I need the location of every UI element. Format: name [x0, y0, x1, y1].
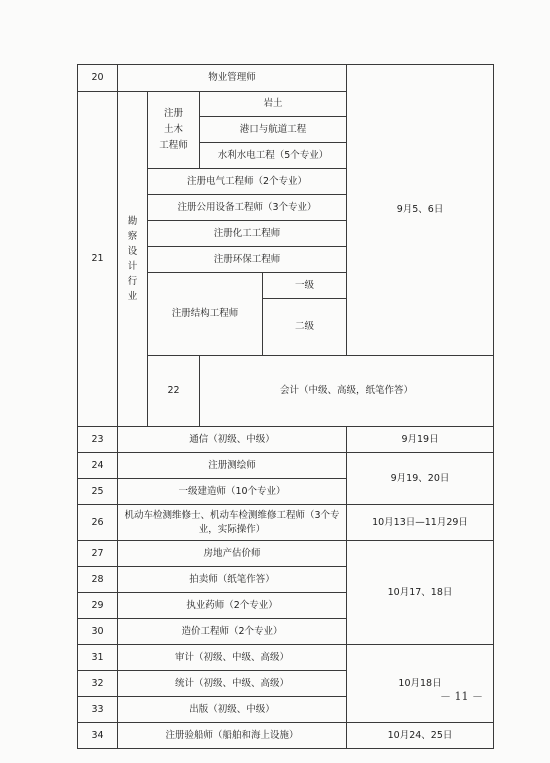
row-number: 20 — [78, 65, 118, 92]
row-number: 25 — [78, 479, 118, 505]
exam-name: 注册结构工程师 — [148, 273, 263, 356]
exam-level: 二级 — [263, 299, 347, 356]
exam-subitem: 水利水电工程（5个专业） — [200, 143, 347, 169]
exam-name: 注册公用设备工程师（3个专业） — [148, 195, 347, 221]
exam-subitem: 港口与航道工程 — [200, 117, 347, 143]
row-number: 34 — [78, 723, 118, 749]
exam-name: 执业药师（2个专业） — [118, 593, 347, 619]
row-number: 32 — [78, 671, 118, 697]
exam-date: 10月13日—11月29日 — [347, 505, 494, 541]
exam-subitem: 岩土 — [200, 92, 347, 117]
row-number: 30 — [78, 619, 118, 645]
exam-name: 注册测绘师 — [118, 453, 347, 479]
exam-level: 一级 — [263, 273, 347, 299]
exam-name: 机动车检测维修士、机动车检测维修工程师（3个专业，实际操作） — [118, 505, 347, 541]
category-label: 勘 察 设 计 行 业 — [118, 92, 148, 427]
exam-date: 10月24、25日 — [347, 723, 494, 749]
row-number: 31 — [78, 645, 118, 671]
exam-name: 注册化工工程师 — [148, 221, 347, 247]
table-row — [78, 65, 494, 92]
exam-name: 一级建造师（10个专业） — [118, 479, 347, 505]
row-number: 22 — [148, 356, 200, 427]
exam-date: 9月5、6日 — [347, 65, 494, 356]
table-row — [78, 541, 494, 567]
exam-schedule-table — [77, 64, 494, 749]
exam-name: 统计（初级、中级、高级） — [118, 671, 347, 697]
exam-name: 审计（初级、中级、高级） — [118, 645, 347, 671]
exam-date: 9月19日 — [347, 427, 494, 453]
table-row — [78, 427, 494, 453]
exam-name: 注册验船师（船舶和海上设施） — [118, 723, 347, 749]
table-row — [78, 645, 494, 671]
exam-date: 9月19、20日 — [347, 453, 494, 505]
exam-name: 造价工程师（2个专业） — [118, 619, 347, 645]
row-number: 33 — [78, 697, 118, 723]
exam-name: 拍卖师（纸笔作答） — [118, 567, 347, 593]
exam-name: 出版（初级、中级） — [118, 697, 347, 723]
row-number: 29 — [78, 593, 118, 619]
exam-name: 会计（中级、高级，纸笔作答） — [200, 356, 494, 427]
row-number: 24 — [78, 453, 118, 479]
exam-name: 注册环保工程师 — [148, 247, 347, 273]
row-number: 26 — [78, 505, 118, 541]
exam-name: 通信（初级、中级） — [118, 427, 347, 453]
row-number: 21 — [78, 92, 118, 427]
row-number: 27 — [78, 541, 118, 567]
row-number: 23 — [78, 427, 118, 453]
exam-name: 注册电气工程师（2个专业） — [148, 169, 347, 195]
civil-engineer-group: 注册 土木 工程师 — [148, 92, 200, 169]
exam-date: 10月17、18日 — [347, 541, 494, 645]
exam-date: 10月18日 — [347, 645, 494, 723]
row-number: 28 — [78, 567, 118, 593]
table-row — [78, 505, 494, 541]
table-row — [78, 453, 494, 479]
table-row — [78, 723, 494, 749]
page-number: － 11 － — [440, 690, 483, 703]
exam-name: 房地产估价师 — [118, 541, 347, 567]
exam-name: 物业管理师 — [118, 65, 347, 92]
